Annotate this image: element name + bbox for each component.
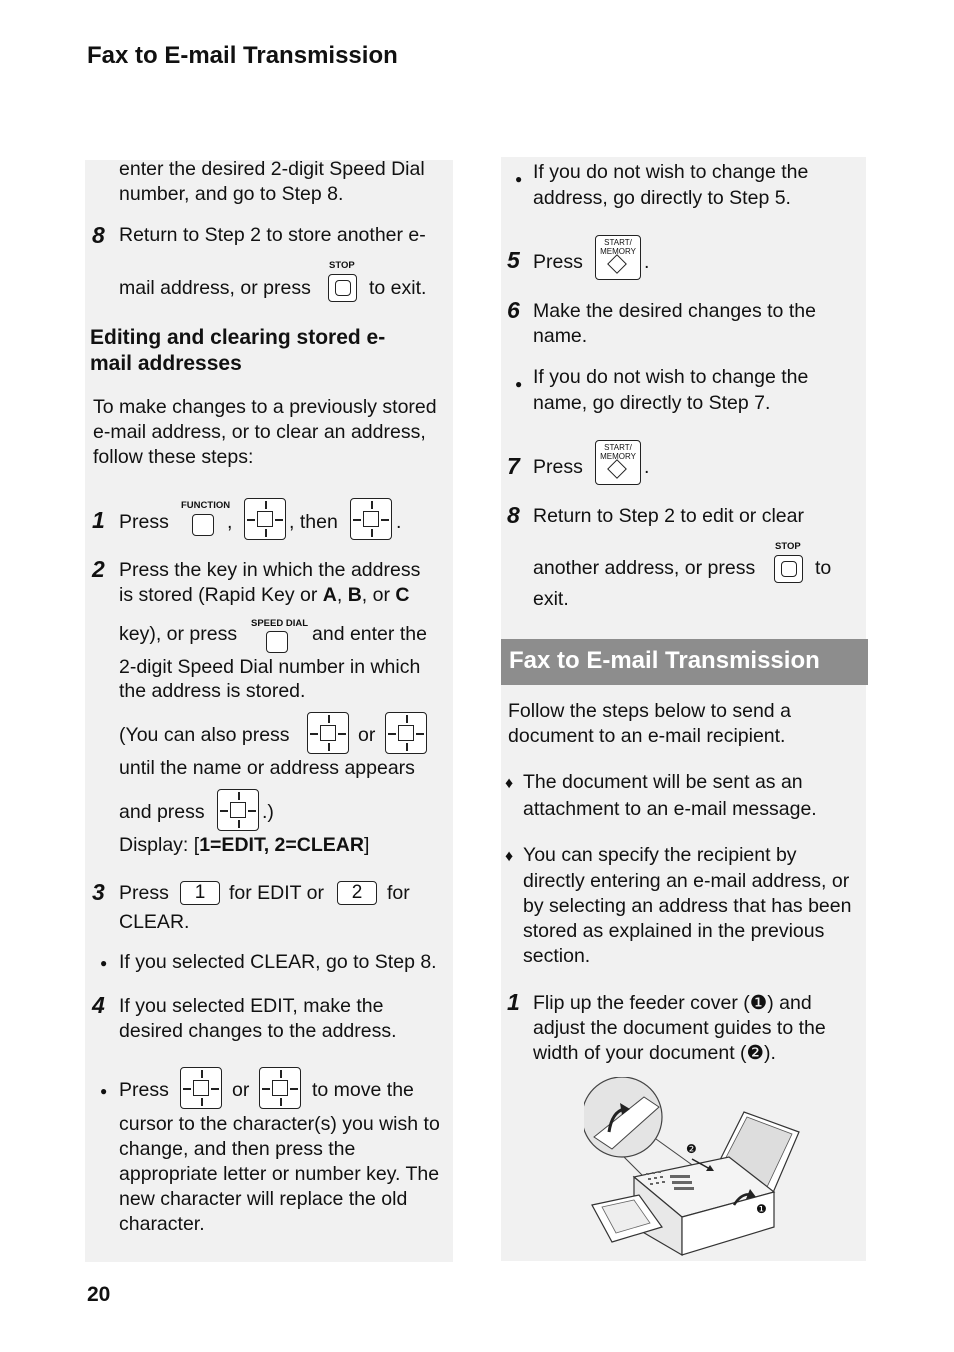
step-text: another address, or press bbox=[533, 557, 756, 579]
page-header-title: Fax to E-mail Transmission bbox=[87, 42, 398, 69]
step-number: 2 bbox=[92, 556, 105, 582]
diamond-bullet-text: attachment to an e-mail message. bbox=[523, 798, 817, 820]
up-arrow-key-icon bbox=[244, 498, 286, 540]
step-number: 7 bbox=[507, 453, 520, 479]
stop-key-label: STOP bbox=[329, 260, 355, 271]
up-arrow-key-icon bbox=[307, 712, 349, 754]
left-column-panel bbox=[85, 160, 453, 1262]
bullet-text: to move the bbox=[312, 1079, 414, 1101]
step-text: .) bbox=[262, 801, 274, 823]
fax-machine-illustration bbox=[584, 1077, 804, 1260]
bullet-text: If you selected CLEAR, go to Step 8. bbox=[119, 951, 437, 973]
right-arrow-key-icon bbox=[217, 789, 259, 831]
step-text: key), or press bbox=[119, 623, 238, 645]
number-key-2-icon: 2 bbox=[337, 881, 377, 905]
bullet-text: address, go directly to Step 5. bbox=[533, 187, 791, 209]
left-arrow-key-icon bbox=[180, 1067, 222, 1109]
step-number: 4 bbox=[92, 992, 105, 1018]
step-number: 8 bbox=[92, 222, 105, 248]
step-text: 2-digit Speed Dial number in which bbox=[119, 656, 421, 678]
diamond-bullet-text: You can specify the recipient by bbox=[523, 844, 797, 866]
step-number: 5 bbox=[507, 247, 520, 273]
step-text: Flip up the feeder cover (❶) and bbox=[533, 992, 812, 1014]
bullet-text: cursor to the character(s) you wish to bbox=[119, 1113, 440, 1135]
step-text: . bbox=[396, 511, 402, 533]
bullet-text: Press bbox=[119, 1079, 169, 1101]
start-memory-key-icon: START/ MEMORY bbox=[595, 440, 641, 485]
right-arrow-key-icon bbox=[259, 1067, 301, 1109]
step-text: . bbox=[644, 251, 650, 273]
down-arrow-key-icon bbox=[385, 712, 427, 754]
bullet-text: If you do not wish to change the bbox=[533, 366, 809, 388]
step-text: and press bbox=[119, 801, 205, 823]
step-text: If you selected EDIT, make the bbox=[119, 995, 384, 1017]
diamond-bullet-icon: ♦ bbox=[505, 775, 514, 792]
bullet-text: name, go directly to Step 7. bbox=[533, 392, 771, 414]
step-text: Press the key in which the address bbox=[119, 559, 421, 581]
step-text: Return to Step 2 to store another e- bbox=[119, 224, 426, 246]
step-text: Press bbox=[533, 251, 583, 273]
bullet-icon: ● bbox=[100, 956, 108, 970]
bullet-text: character. bbox=[119, 1213, 205, 1235]
speed-dial-key-label: SPEED DIAL bbox=[251, 618, 309, 629]
step-text: width of your document (❷). bbox=[533, 1042, 776, 1064]
step-text: for EDIT or bbox=[229, 882, 324, 904]
step-text: to exit. bbox=[369, 277, 427, 299]
diamond-bullet-text: by selecting an address that has been bbox=[523, 895, 852, 917]
stop-key-icon bbox=[328, 274, 357, 302]
step-text: until the name or address appears bbox=[119, 757, 415, 779]
bullet-text: If you do not wish to change the bbox=[533, 161, 809, 183]
follow-text: document to an e-mail recipient. bbox=[508, 725, 786, 747]
function-key-icon bbox=[192, 514, 214, 536]
step-number: 6 bbox=[507, 297, 520, 323]
diamond-bullet-text: The document will be sent as an bbox=[523, 771, 803, 793]
bullet-icon: ● bbox=[515, 377, 523, 391]
follow-text: Follow the steps below to send a bbox=[508, 700, 791, 722]
stop-key-icon bbox=[774, 555, 803, 583]
diamond-bullet-text: directly entering an e-mail address, or bbox=[523, 870, 850, 892]
bullet-icon: ● bbox=[100, 1084, 108, 1098]
step-text: Make the desired changes to the bbox=[533, 300, 816, 322]
step-text: . bbox=[644, 456, 650, 478]
step-text: , then bbox=[289, 511, 338, 533]
step-text: or bbox=[358, 724, 376, 746]
callout-two: ❷ bbox=[686, 1142, 697, 1156]
bullet-text: change, and then press the bbox=[119, 1138, 356, 1160]
down-arrow-key-icon bbox=[350, 498, 392, 540]
page-number: 20 bbox=[87, 1283, 111, 1306]
step-text: Press bbox=[119, 882, 169, 904]
step-text: adjust the document guides to the bbox=[533, 1017, 826, 1039]
number-key-1-icon: 1 bbox=[180, 881, 220, 905]
intro-text: To make changes to a previously stored bbox=[93, 396, 437, 418]
step-text: , bbox=[227, 511, 233, 533]
start-memory-key-icon: START/ MEMORY bbox=[595, 235, 641, 280]
step-text: (You can also press bbox=[119, 724, 290, 746]
step-text: for bbox=[387, 882, 410, 904]
intro-text: follow these steps: bbox=[93, 446, 254, 468]
diamond-bullet-text: section. bbox=[523, 945, 591, 967]
step-text: CLEAR. bbox=[119, 911, 190, 933]
diamond-bullet-text: stored as explained in the previous bbox=[523, 920, 825, 942]
step-text: the address is stored. bbox=[119, 680, 306, 702]
step-text: Return to Step 2 to edit or clear bbox=[533, 505, 804, 527]
display-readout: Display: [1=EDIT, 2=CLEAR] bbox=[119, 834, 370, 856]
function-key-label: FUNCTION bbox=[181, 500, 231, 511]
callout-one: ❶ bbox=[756, 1202, 767, 1216]
section-subheading: mail addresses bbox=[90, 352, 242, 375]
section-title: Fax to E-mail Transmission bbox=[509, 647, 820, 674]
step-text: to bbox=[815, 557, 832, 579]
step-text: name. bbox=[533, 325, 588, 347]
step-text: Press bbox=[533, 456, 583, 478]
step-number: 1 bbox=[507, 989, 520, 1015]
diamond-bullet-icon: ♦ bbox=[505, 848, 514, 865]
step-text: is stored (Rapid Key or A, B, or C bbox=[119, 584, 410, 606]
step-text: desired changes to the address. bbox=[119, 1020, 397, 1042]
bullet-text: appropriate letter or number key. The bbox=[119, 1163, 440, 1185]
section-title-bar bbox=[501, 639, 868, 685]
step7-continuation-line: number, and go to Step 8. bbox=[119, 183, 344, 205]
step-text: exit. bbox=[533, 588, 569, 610]
section-subheading: Editing and clearing stored e- bbox=[90, 326, 386, 349]
stop-key-label: STOP bbox=[775, 541, 801, 552]
step-text: and enter the bbox=[312, 623, 427, 645]
bullet-text: or bbox=[232, 1079, 250, 1101]
step-number: 8 bbox=[507, 502, 520, 528]
step7-continuation-line: enter the desired 2-digit Speed Dial bbox=[119, 158, 425, 180]
speed-dial-key-icon bbox=[266, 631, 288, 653]
bullet-icon: ● bbox=[515, 172, 523, 186]
step-text: mail address, or press bbox=[119, 277, 311, 299]
step-number: 3 bbox=[92, 879, 105, 905]
step-number: 1 bbox=[92, 507, 105, 533]
bullet-text: new character will replace the old bbox=[119, 1188, 408, 1210]
intro-text: e-mail address, or to clear an address, bbox=[93, 421, 426, 443]
step-text: Press bbox=[119, 511, 169, 533]
